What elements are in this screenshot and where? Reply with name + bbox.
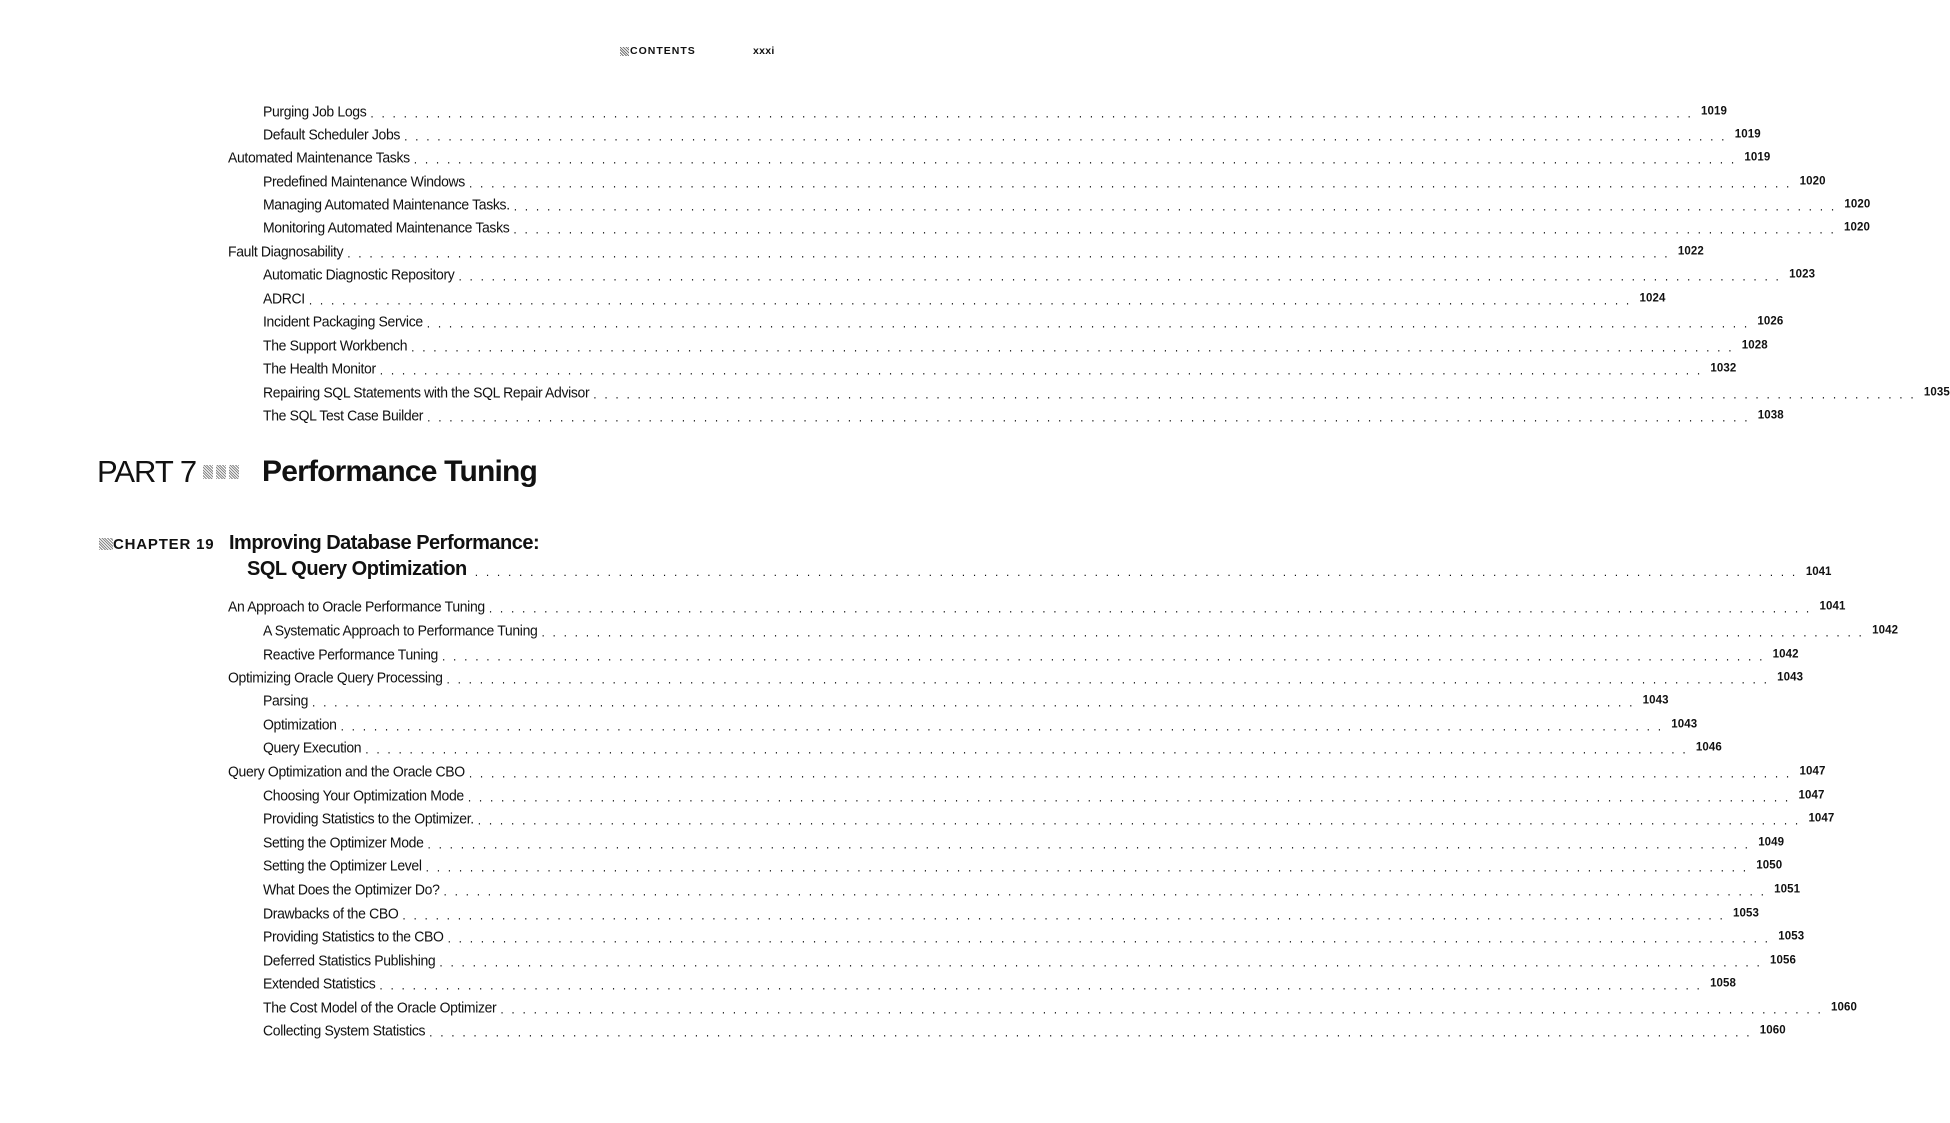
toc-entry-page: 1060	[1831, 1000, 1857, 1014]
toc-entry-page: 1043	[1642, 693, 1669, 707]
toc-entry[interactable]	[263, 215, 1870, 240]
toc-entry[interactable]	[263, 618, 1899, 643]
leader-dots: . . . . . . . . . . . . . . . . . . . . . . . . . . . . . . . . . . . . . . . . . . . . . . . . . . . . . . . . . . . . . . . . . . . . . . . . . . . . . . . . . . . . . . . . . . . . . . . . . . . . . . . . . . . . . . . . . . . . . . . .	[379, 977, 1703, 993]
toc-entry-title: Setting the Optimizer Level	[263, 856, 422, 874]
leader-dots: . . . . . . . . . . . . . . . . . . . . . . . . . . . . . . . . . . . . . . . . . . . . . . . . . . . . . . . . . . . . . . . . . . . . . . . . . . . . . . . . . . . . . . . . . . . . . . . . . . . . . . . . . . . . . . . . . . . . . . . .	[427, 409, 1750, 425]
toc-entry[interactable]	[263, 403, 1784, 428]
toc-entry[interactable]	[263, 735, 1722, 760]
leader-dots: . . . . . . . . . . . . . . . . . . . . . . . . . . . . . . . . . . . . . . . . . . . . . . . . . . . . . . . . . . . . . . . . . . . . . . . . . . . . . . . . . . . . . . . . . . . . . . . . . . . . . . . . . . . . . . . . . . . . . . . .	[439, 954, 1762, 970]
leader-dots: . . . . . . . . . . . . . . . . . . . . . . . . . . . . . . . . . . . . . . . . . . . . . . . . . . . . . . . . . . . . . . . . . . . . . . . . . . . . . . . . . . . . . . . . . . . . . . . . . . . . . . . . . . . . . . . . . . . . . . . .	[513, 198, 1837, 214]
toc-entry-title: Predefined Maintenance Windows	[263, 172, 465, 190]
toc-entry-title: Fault Diagnosability	[228, 242, 344, 260]
toc-entry-page: 1023	[1789, 267, 1816, 281]
toc-entry-title: Parsing	[263, 691, 309, 709]
toc-entry[interactable]	[263, 99, 1727, 124]
leader-dots: . . . . . . . . . . . . . . . . . . . . . . . . . . . . . . . . . . . . . . . . . . . . . . . . . . . . . . . . . . . . . . . . . . . . . . . . . . . . . . . . . . . . . . . . . . . . . . . . . . . . . . . . . . . . . . . . . . . . . . . .	[402, 907, 1726, 923]
toc-entry-page: 1058	[1710, 976, 1737, 990]
part-heading	[97, 450, 537, 494]
toc-entry-title: The Support Workbench	[263, 336, 408, 354]
toc-entry-page: 1042	[1872, 623, 1899, 637]
toc-entry-page: 1047	[1799, 764, 1826, 778]
running-head-section: CONTENTS	[630, 45, 696, 57]
toc-entry[interactable]	[228, 145, 1771, 170]
toc-entry-title: Providing Statistics to the Optimizer.	[263, 809, 474, 827]
toc-entry-title: Reactive Performance Tuning	[263, 645, 438, 663]
running-head	[620, 44, 780, 58]
chapter-number: CHAPTER 19	[113, 535, 215, 553]
leader-dots: . . . . . . . . . . . . . . . . . . . . . . . . . . . . . . . . . . . . . . . . . . . . . . . . . . . . . . . . . . . . . . . . . . . . . . . . . . . . . . . . . . . . . . . . . . . . . . . . . . . . . . . . . . . . . . . . . . . . . . . .	[379, 362, 1703, 378]
toc-entry-title: Incident Packaging Service	[263, 312, 423, 330]
part-label: PART 7	[97, 454, 197, 489]
part-title: Performance Tuning	[262, 455, 538, 488]
leader-dots: . . . . . . . . . . . . . . . . . . . . . . . . . . . . . . . . . . . . . . . . . . . . . . . . . . . . . . . . . . . . . . . . . . . . . . . . . . . . . . . . . . . . . . . . . . . . . . . . . . . . . . . . . . . . . . . . . . . . . . . .	[404, 128, 1727, 144]
toc-entry-page: 1051	[1774, 882, 1801, 896]
toc-entry-title: Repairing SQL Statements with the SQL Repair Advisor	[263, 383, 590, 401]
toc-entry-page: 1028	[1741, 338, 1768, 352]
toc-entry-title: Choosing Your Optimization Mode	[263, 786, 464, 804]
page-number: xxxi	[753, 45, 775, 57]
toc-entry-title: Optimization	[263, 715, 337, 733]
leader-dots: . . . . . . . . . . . . . . . . . . . . . . . . . . . . . . . . . . . . . . . . . . . . . . . . . . . . . . . . . . . . . . . . . . . . . . . . . . . . . . . . . . . . . . . . . . . . . . . . . . . . . . . . . . . . . . . . . . . . . . . .	[411, 339, 1734, 355]
toc-entry-page: 1024	[1639, 291, 1666, 305]
leader-dots: . . . . . . . . . . . . . . . . . . . . . . . . . . . . . . . . . . . . . . . . . . . . . . . . . . . . . . . . . . . . . . . . . . . . . . . . . . . . . . . . . . . . . . . . . . . . . . . . . . . . . . . . . . . . . . . . . . . . . . . .	[365, 741, 1688, 757]
leader-dots: . . . . . . . . . . . . . . . . . . . . . . . . . . . . . . . . . . . . . . . . . . . . . . . . . . . . . . . . . . . . . . . . . . . . . . . . . . . . . . . . . . . . . . . . . . . . . . . . . . . . . . . . . . . . . . . . . . . . . . . .	[443, 883, 1767, 899]
leader-dots: . . . . . . . . . . . . . . . . . . . . . . . . . . . . . . . . . . . . . . . . . . . . . . . . . . . . . . . . . . . . . . . . . . . . . . . . . . . . . . . . . . . . . . . . . . . . . . . . . . . . . . . . . . . . . . . . . . . . . . . .	[425, 859, 1749, 875]
leader-dots: . . . . . . . . . . . . . . . . . . . . . . . . . . . . . . . . . . . . . . . . . . . . . . . . . . . . . . . . . . . . . . . . . . . . . . . . . . . . . . . . . . . . . . . . . . . . . . . . . . . . . . . . . . . . . . . . . . . . . . . .	[413, 151, 1737, 167]
toc-entry[interactable]	[263, 356, 1737, 381]
leader-dots: . . . . . . . . . . . . . . . . . . . . . . . . . . . . . . . . . . . . . . . . . . . . . . . . . . . . . . . . . . . . . . . . . . . . . . . . . . . . . . . . . . . . . . . . . . . . . . . . . . . . . . . . . . . . . . . . . . . . . . . .	[427, 836, 1751, 852]
toc-entry-page: 1050	[1756, 858, 1783, 872]
toc-entry[interactable]	[263, 901, 1760, 926]
leader-dots: . . . . . . . . . . . . . . . . . . . . . . . . . . . . . . . . . . . . . . . . . . . . . . . . . . . . . . . . . . . . . . . . . . . . . . . . . . . . . . . . . . . . . . . . . . . . . . . . . . . . . . . . . . . . . . . . . . . . . . . .	[474, 565, 1798, 579]
toc-entry[interactable]	[263, 1018, 1786, 1043]
toc-entry[interactable]	[263, 262, 1816, 287]
toc-entry-title: Optimizing Oracle Query Processing	[228, 668, 443, 686]
toc-entry-title: Default Scheduler Jobs	[263, 125, 401, 143]
leader-dots: . . . . . . . . . . . . . . . . . . . . . . . . . . . . . . . . . . . . . . . . . . . . . . . . . . . . . . . . . . . . . . . . . . . . . . . . . . . . . . . . . . . . . . . . . . . . . . . . . . . . . . . . . . . . . . . . . . . . . . . .	[370, 105, 1693, 121]
leader-dots: . . . . . . . . . . . . . . . . . . . . . . . . . . . . . . . . . . . . . . . . . . . . . . . . . . . . . . . . . . . . . . . . . . . . . . . . . . . . . . . . . . . . . . . . . . . . . . . . . . . . . . . . . . . . . . . . . . . . . . . .	[340, 718, 1664, 734]
toc-entry-page: 1020	[1844, 197, 1871, 211]
leader-dots: . . . . . . . . . . . . . . . . . . . . . . . . . . . . . . . . . . . . . . . . . . . . . . . . . . . . . . . . . . . . . . . . . . . . . . . . . . . . . . . . . . . . . . . . . . . . . . . . . . . . . . . . . . . . . . . . . . . . . . . .	[446, 671, 1770, 687]
toc-entry-title: The Health Monitor	[263, 359, 376, 377]
toc-entry-page: 1038	[1757, 408, 1784, 422]
toc-entry-title: Setting the Optimizer Mode	[263, 833, 424, 851]
hatch-ornament-icon	[620, 47, 629, 56]
toc-entry-page: 1047	[1798, 788, 1825, 802]
toc-entry-page: 1020	[1799, 174, 1826, 188]
toc-entry-title: Drawbacks of the CBO	[263, 904, 399, 922]
toc-entry-page: 1019	[1734, 127, 1761, 141]
toc-entry[interactable]	[263, 783, 1825, 808]
leader-dots: . . . . . . . . . . . . . . . . . . . . . . . . . . . . . . . . . . . . . . . . . . . . . . . . . . . . . . . . . . . . . . . . . . . . . . . . . . . . . . . . . . . . . . . . . . . . . . . . . . . . . . . . . . . . . . . . . . . . . . . .	[458, 268, 1782, 284]
leader-dots: . . . . . . . . . . . . . . . . . . . . . . . . . . . . . . . . . . . . . . . . . . . . . . . . . . . . . . . . . . . . . . . . . . . . . . . . . . . . . . . . . . . . . . . . . . . . . . . . . . . . . . . . . . . . . . . . . . . . . . . .	[447, 930, 1771, 946]
toc-entry-page: 1043	[1671, 717, 1698, 731]
leader-dots: . . . . . . . . . . . . . . . . . . . . . . . . . . . . . . . . . . . . . . . . . . . . . . . . . . . . . . . . . . . . . . . . . . . . . . . . . . . . . . . . . . . . . . . . . . . . . . . . . . . . . . . . . . . . . . . . . . . . . . . .	[429, 1024, 1752, 1040]
toc-entry-page: 1043	[1777, 670, 1804, 684]
toc-entry[interactable]	[263, 924, 1805, 949]
toc-entry[interactable]	[263, 995, 1857, 1020]
toc-entry[interactable]	[263, 948, 1796, 973]
toc-entry-title: The SQL Test Case Builder	[263, 406, 424, 424]
toc-entry-title: The Cost Model of the Oracle Optimizer	[263, 998, 497, 1016]
toc-entry[interactable]	[228, 665, 1804, 690]
toc-entry-title: Providing Statistics to the CBO	[263, 927, 444, 945]
toc-entry[interactable]	[263, 806, 1835, 831]
toc-entry[interactable]	[228, 759, 1826, 784]
leader-dots: . . . . . . . . . . . . . . . . . . . . . . . . . . . . . . . . . . . . . . . . . . . . . . . . . . . . . . . . . . . . . . . . . . . . . . . . . . . . . . . . . . . . . . . . . . . . . . . . . . . . . . . . . . . . . . . . . . . . . . . .	[541, 624, 1865, 640]
leader-dots: . . . . . . . . . . . . . . . . . . . . . . . . . . . . . . . . . . . . . . . . . . . . . . . . . . . . . . . . . . . . . . . . . . . . . . . . . . . . . . . . . . . . . . . . . . . . . . . . . . . . . . . . . . . . . . . . . . . . . . . .	[426, 315, 1750, 331]
toc-entry[interactable]	[263, 309, 1784, 334]
toc-entry-title: Query Optimization and the Oracle CBO	[228, 762, 465, 780]
toc-entry-title: Monitoring Automated Maintenance Tasks	[263, 218, 510, 236]
toc-entry-page: 1056	[1770, 953, 1796, 967]
toc-entry-page: 1019	[1744, 150, 1771, 164]
hatch-ornament-icon	[203, 465, 242, 479]
toc-entry-page: 1049	[1758, 835, 1785, 849]
toc-entry[interactable]	[263, 169, 1826, 194]
toc-entry-title: Automatic Diagnostic Repository	[263, 265, 455, 283]
leader-dots: . . . . . . . . . . . . . . . . . . . . . . . . . . . . . . . . . . . . . . . . . . . . . . . . . . . . . . . . . . . . . . . . . . . . . . . . . . . . . . . . . . . . . . . . . . . . . . . . . . . . . . . . . . . . . . . . . . . . . . . .	[312, 694, 1635, 710]
toc-entry-page: 1026	[1757, 314, 1784, 328]
toc-entry-page: 1022	[1677, 244, 1704, 258]
toc-entry[interactable]	[263, 333, 1768, 358]
leader-dots: . . . . . . . . . . . . . . . . . . . . . . . . . . . . . . . . . . . . . . . . . . . . . . . . . . . . . . . . . . . . . . . . . . . . . . . . . . . . . . . . . . . . . . . . . . . . . . . . . . . . . . . . . . . . . . . . . . . . . . . .	[308, 292, 1632, 308]
toc-entry-page: 1035	[1923, 385, 1950, 399]
toc-entry-page: 1047	[1808, 811, 1835, 825]
toc-entry-page: 1032	[1710, 361, 1737, 375]
toc-entry[interactable]	[263, 286, 1666, 311]
toc-entry-page: 1046	[1695, 740, 1722, 754]
toc-entry-title: Deferred Statistics Publishing	[263, 951, 436, 969]
toc-entry-title: Managing Automated Maintenance Tasks.	[263, 195, 510, 213]
toc-entry[interactable]	[263, 688, 1669, 713]
toc-entry-page: 1060	[1759, 1023, 1786, 1037]
leader-dots: . . . . . . . . . . . . . . . . . . . . . . . . . . . . . . . . . . . . . . . . . . . . . . . . . . . . . . . . . . . . . . . . . . . . . . . . . . . . . . . . . . . . . . . . . . . . . . . . . . . . . . . . . . . . . . . . . . . . . . . .	[513, 221, 1836, 237]
toc-entry-title: ADRCI	[263, 289, 305, 307]
chapter-subtitle: SQL Query Optimization	[247, 558, 467, 580]
toc-entry[interactable]	[263, 853, 1783, 878]
leader-dots: . . . . . . . . . . . . . . . . . . . . . . . . . . . . . . . . . . . . . . . . . . . . . . . . . . . . . . . . . . . . . . . . . . . . . . . . . . . . . . . . . . . . . . . . . . . . . . . . . . . . . . . . . . . . . . . . . . . . . . . .	[593, 386, 1916, 402]
chapter-label	[99, 535, 214, 553]
leader-dots: . . . . . . . . . . . . . . . . . . . . . . . . . . . . . . . . . . . . . . . . . . . . . . . . . . . . . . . . . . . . . . . . . . . . . . . . . . . . . . . . . . . . . . . . . . . . . . . . . . . . . . . . . . . . . . . . . . . . . . . .	[488, 600, 1812, 616]
toc-entry-title: An Approach to Oracle Performance Tuning	[228, 597, 485, 615]
toc-entry-page: 1053	[1778, 929, 1805, 943]
toc-entry-page: 1019	[1701, 104, 1727, 118]
toc-entry-page: 1042	[1772, 647, 1799, 661]
toc-entry[interactable]	[228, 239, 1704, 264]
toc-entry-title: A Systematic Approach to Performance Tuning	[263, 621, 538, 639]
leader-dots: . . . . . . . . . . . . . . . . . . . . . . . . . . . . . . . . . . . . . . . . . . . . . . . . . . . . . . . . . . . . . . . . . . . . . . . . . . . . . . . . . . . . . . . . . . . . . . . . . . . . . . . . . . . . . . . . . . . . . . . .	[441, 648, 1765, 664]
toc-entry[interactable]	[263, 380, 1950, 405]
chapter-title-line2[interactable]	[247, 556, 1832, 582]
toc-entry-title: Collecting System Statistics	[263, 1021, 426, 1039]
chapter-page: 1041	[1805, 566, 1832, 578]
toc-entry-title: What Does the Optimizer Do?	[263, 880, 440, 898]
toc-entry[interactable]	[263, 877, 1801, 902]
toc-entry[interactable]	[228, 594, 1846, 619]
leader-dots: . . . . . . . . . . . . . . . . . . . . . . . . . . . . . . . . . . . . . . . . . . . . . . . . . . . . . . . . . . . . . . . . . . . . . . . . . . . . . . . . . . . . . . . . . . . . . . . . . . . . . . . . . . . . . . . . . . . . . . . .	[468, 175, 1792, 191]
toc-entry-title: Automated Maintenance Tasks	[228, 148, 410, 166]
leader-dots: . . . . . . . . . . . . . . . . . . . . . . . . . . . . . . . . . . . . . . . . . . . . . . . . . . . . . . . . . . . . . . . . . . . . . . . . . . . . . . . . . . . . . . . . . . . . . . . . . . . . . . . . . . . . . . . . . . . . . . . .	[500, 1001, 1823, 1017]
toc-entry-title: Extended Statistics	[263, 974, 376, 992]
toc-entry-title: Purging Job Logs	[263, 102, 367, 120]
leader-dots: . . . . . . . . . . . . . . . . . . . . . . . . . . . . . . . . . . . . . . . . . . . . . . . . . . . . . . . . . . . . . . . . . . . . . . . . . . . . . . . . . . . . . . . . . . . . . . . . . . . . . . . . . . . . . . . . . . . . . . . .	[477, 812, 1801, 828]
toc-entry[interactable]	[263, 122, 1761, 147]
chapter-title: Improving Database Performance:	[229, 532, 540, 554]
toc-entry[interactable]	[263, 712, 1698, 737]
toc-entry-title: Query Execution	[263, 738, 362, 756]
toc-entry[interactable]	[263, 830, 1785, 855]
toc-entry-page: 1020	[1844, 220, 1870, 234]
leader-dots: . . . . . . . . . . . . . . . . . . . . . . . . . . . . . . . . . . . . . . . . . . . . . . . . . . . . . . . . . . . . . . . . . . . . . . . . . . . . . . . . . . . . . . . . . . . . . . . . . . . . . . . . . . . . . . . . . . . . . . . .	[467, 789, 1791, 805]
toc-entry-page: 1041	[1819, 599, 1846, 613]
leader-dots: . . . . . . . . . . . . . . . . . . . . . . . . . . . . . . . . . . . . . . . . . . . . . . . . . . . . . . . . . . . . . . . . . . . . . . . . . . . . . . . . . . . . . . . . . . . . . . . . . . . . . . . . . . . . . . . . . . . . . . . .	[468, 765, 1792, 781]
toc-entry[interactable]	[263, 192, 1871, 217]
leader-dots: . . . . . . . . . . . . . . . . . . . . . . . . . . . . . . . . . . . . . . . . . . . . . . . . . . . . . . . . . . . . . . . . . . . . . . . . . . . . . . . . . . . . . . . . . . . . . . . . . . . . . . . . . . . . . . . . . . . . . . . .	[347, 245, 1670, 261]
toc-entry[interactable]	[263, 642, 1799, 667]
toc-entry[interactable]	[263, 971, 1737, 996]
toc-entry-page: 1053	[1733, 906, 1760, 920]
hatch-ornament-icon	[99, 538, 113, 550]
